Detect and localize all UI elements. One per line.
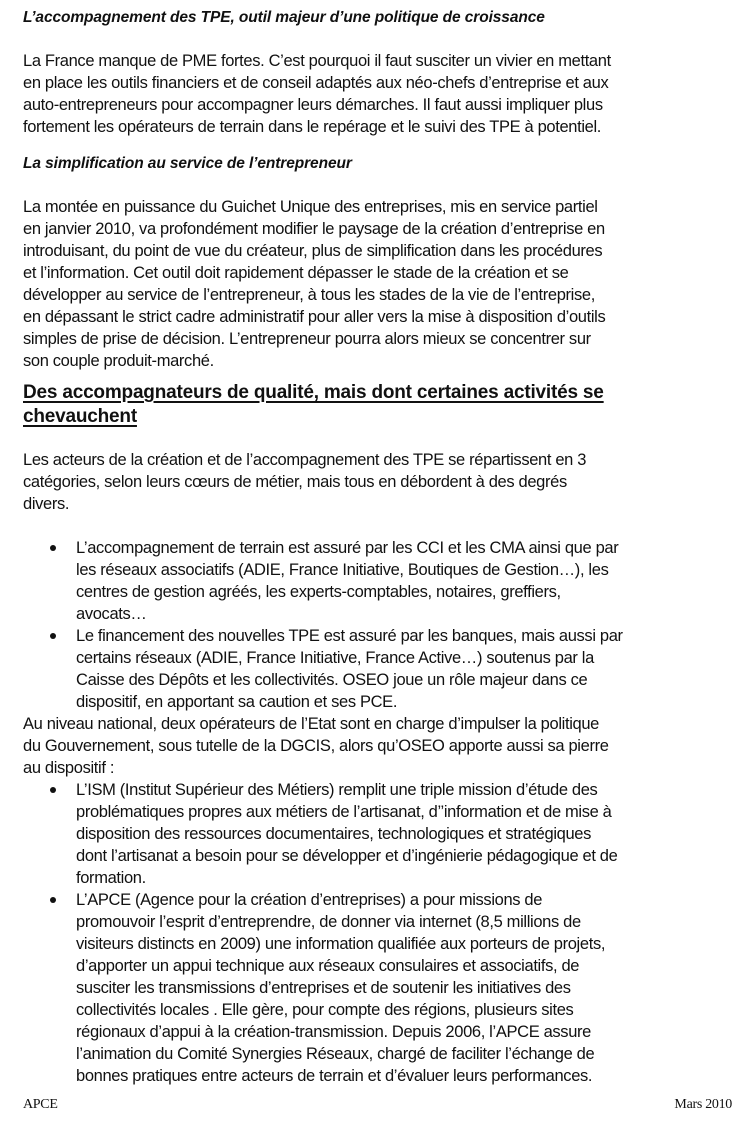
footer-organization: APCE xyxy=(23,1097,58,1112)
text-line: promouvoir l’esprit d’entreprendre, de donner via internet (8,5 millions de xyxy=(76,913,581,931)
text-line: en janvier 2010, va profondément modifier le paysage de la création d’entreprise en xyxy=(23,220,605,238)
text-line: disposition des ressources documentaires, technologiques et stratégiques xyxy=(76,825,592,843)
text-line: Les acteurs de la création et de l’accompagnement des TPE se répartissent en 3 xyxy=(23,451,587,469)
text-line: auto-entrepreneurs pour accompagner leurs démarches. Il faut aussi impliquer plus xyxy=(23,96,603,114)
paragraph-niveau-national xyxy=(23,713,723,779)
bullet-list-operateurs xyxy=(23,779,723,1087)
text-line: susciter les transmissions d’entreprises et de soutenir les initiatives des xyxy=(76,979,571,997)
text-line: centres de gestion agréés, les experts-comptables, notaires, greffiers, xyxy=(76,583,561,601)
text-line: l’animation du Comité Synergies Réseaux, chargé de faciliter l’échange de xyxy=(76,1045,595,1063)
text-line: les réseaux associatifs (ADIE, France Initiative, Boutiques de Gestion…), les xyxy=(76,561,609,579)
section-heading-simplification: La simplification au service de l’entrepreneur xyxy=(23,155,352,172)
text-line: régionaux d’appui à la création-transmission. Depuis 2006, l’APCE assure xyxy=(76,1023,592,1041)
text-line: La France manque de PME fortes. C’est pourquoi il faut susciter un vivier en mettant xyxy=(23,52,611,70)
bullet-icon xyxy=(50,787,56,793)
list-item-ism xyxy=(23,779,723,889)
paragraph-simplification xyxy=(23,196,723,372)
text-line: divers. xyxy=(23,495,70,513)
bullet-icon xyxy=(50,633,56,639)
text-line: Le financement des nouvelles TPE est assuré par les banques, mais aussi par xyxy=(76,627,623,645)
text-line: catégories, selon leurs cœurs de métier, mais tous en débordent à des degrés xyxy=(23,473,567,491)
section-heading-accompagnement: L’accompagnement des TPE, outil majeur d’une politique de croissance xyxy=(23,9,545,26)
heading-line: chevauchent xyxy=(23,406,137,427)
text-line: bonnes pratiques entre acteurs de terrain et d’évaluer leurs performances. xyxy=(76,1067,593,1085)
paragraph-accompagnement xyxy=(23,50,723,138)
footer-date: Mars 2010 xyxy=(674,1097,732,1112)
text-line: fortement les opérateurs de terrain dans le repérage et le suivi des TPE à potentiel. xyxy=(23,118,602,136)
text-line: Caisse des Dépôts et les collectivités. OSEO joue un rôle majeur dans ce xyxy=(76,671,588,689)
text-line: son couple produit-marché. xyxy=(23,352,214,370)
text-line: au dispositif : xyxy=(23,759,115,777)
text-line: dispositif, en apportant sa caution et ses PCE. xyxy=(76,693,398,711)
text-line: du Gouvernement, sous tutelle de la DGCIS, alors qu’OSEO apporte aussi sa pierre xyxy=(23,737,609,755)
text-line: problématiques propres aux métiers de l’artisanat, d’’information et de mise à xyxy=(76,803,612,821)
text-line: avocats… xyxy=(76,605,147,623)
main-heading-accompagnateurs xyxy=(23,381,723,429)
text-line: L’APCE (Agence pour la création d’entreprises) a pour missions de xyxy=(76,891,543,909)
list-item-apce xyxy=(23,889,723,1087)
text-line: et l’information. Cet outil doit rapidement dépasser le stade de la création et se xyxy=(23,264,569,282)
text-line: L’ISM (Institut Supérieur des Métiers) remplit une triple mission d’étude des xyxy=(76,781,598,799)
bullet-icon xyxy=(50,897,56,903)
bullet-list-acteurs xyxy=(23,537,723,713)
text-line: formation. xyxy=(76,869,146,887)
text-line: dont l’artisanat a besoin pour se développer et d’ingénierie pédagogique et de xyxy=(76,847,618,865)
text-line: d’apporter un appui technique aux réseaux consulaires et associatifs, de xyxy=(76,957,580,975)
text-line: introduisant, du point de vue du créateur, plus de simplification dans les procédures xyxy=(23,242,603,260)
text-line: L’accompagnement de terrain est assuré par les CCI et les CMA ainsi que par xyxy=(76,539,619,557)
heading-line: Des accompagnateurs de qualité, mais dont certaines activités se xyxy=(23,382,604,403)
text-line: Au niveau national, deux opérateurs de l’Etat sont en charge d’impulser la politique xyxy=(23,715,599,733)
list-item-financement xyxy=(23,625,723,713)
list-item-accompagnement-terrain xyxy=(23,537,723,625)
text-line: collectivités locales . Elle gère, pour compte des régions, plusieurs sites xyxy=(76,1001,574,1019)
text-line: développer au service de l’entrepreneur, à tous les stades de la vie de l’entreprise, xyxy=(23,286,595,304)
text-line: La montée en puissance du Guichet Unique des entreprises, mis en service partiel xyxy=(23,198,598,216)
paragraph-acteurs-intro xyxy=(23,449,723,515)
text-line: en place les outils financiers et de conseil adaptés aux néo-chefs d’entreprise et aux xyxy=(23,74,609,92)
bullet-icon xyxy=(50,545,56,551)
text-line: visiteurs distincts en 2009) une information qualifiée aux porteurs de projets, xyxy=(76,935,606,953)
text-line: certains réseaux (ADIE, France Initiative, France Active…) soutenus par la xyxy=(76,649,594,667)
text-line: simples de prise de décision. L’entrepreneur pourra alors mieux se concentrer sur xyxy=(23,330,591,348)
text-line: en dépassant le strict cadre administratif pour aller vers la mise à disposition d’outils xyxy=(23,308,606,326)
